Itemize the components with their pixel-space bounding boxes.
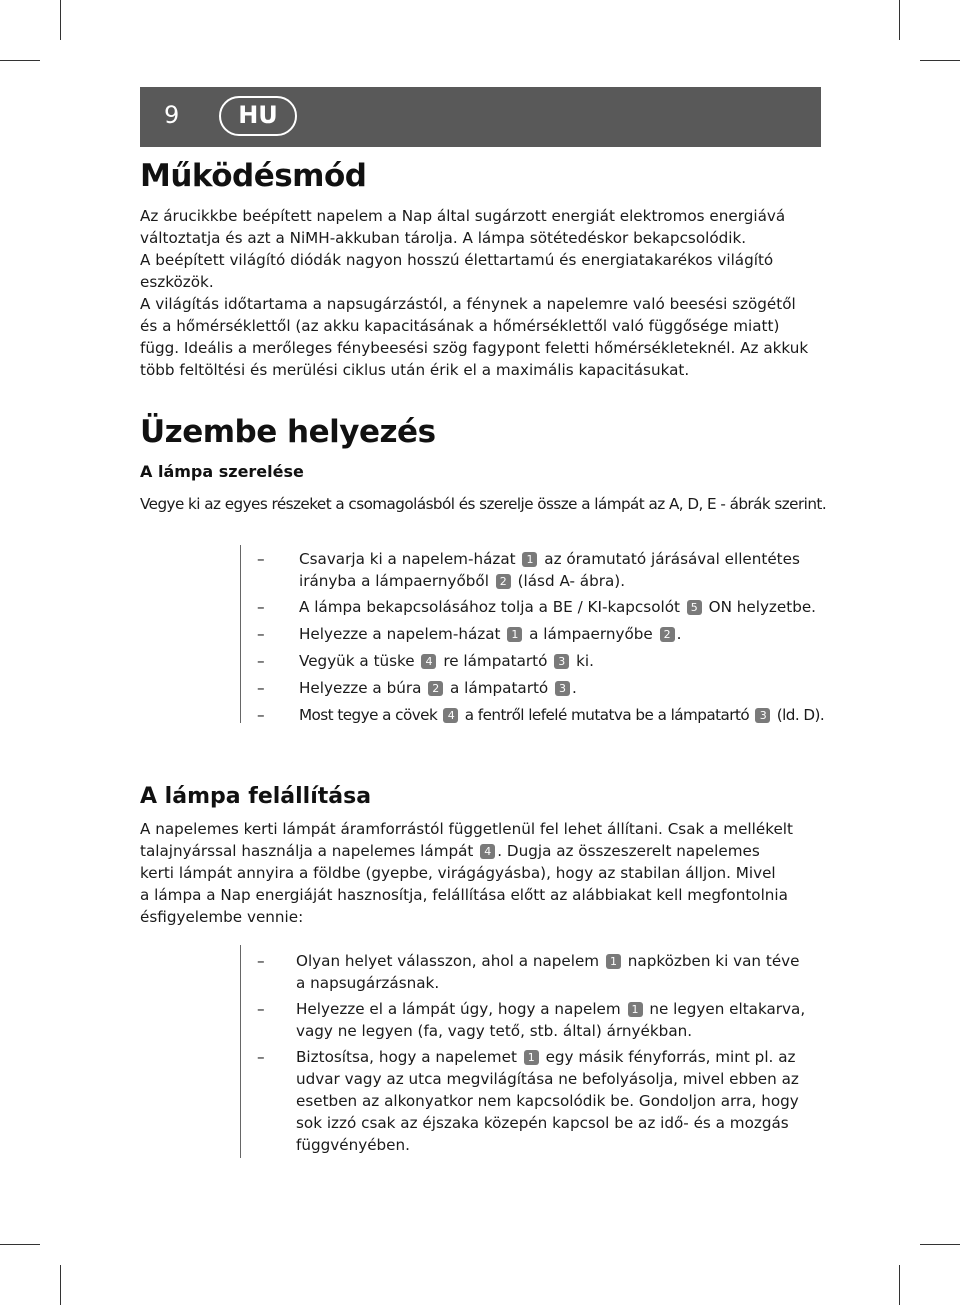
text-line: Vegye ki az egyes részeket a csomagolásból és szerelje össze a lámpát az A, D, E - ábrák szerint.: [140, 495, 827, 513]
part-number-badge: 5: [687, 600, 702, 615]
placement-paragraph: [140, 818, 830, 928]
part-number-badge: 1: [628, 1002, 643, 1017]
section-title-lampa-felallitasa: A lámpa felállítása: [140, 784, 372, 809]
dash: –: [257, 625, 265, 643]
part-number-badge: 4: [443, 708, 458, 723]
crop-mark-bottom-left-h: [0, 1244, 40, 1245]
part-number-badge: 1: [524, 1050, 539, 1065]
text-line: változtatja és azt a NiMH-akkuban tárolja. A lámpa sötétedéskor bekapcsolódik.: [140, 229, 747, 247]
text-line: függ. Ideális a merőleges fénybeesési szög fagypont feletti hőmérsékleteknél. Az akkuk: [140, 339, 809, 357]
text-line: eszközök.: [140, 273, 214, 291]
text-line: és a hőmérséklettől (az akku kapacitásának a hőmérséklettől való függősége miatt): [140, 317, 780, 335]
part-number-badge: 3: [555, 681, 570, 696]
text-line: A beépített világító diódák nagyon hosszú élettartamú és energiatakarékos világító: [140, 251, 774, 269]
language-badge: HU: [219, 96, 297, 136]
part-number-badge: 3: [755, 708, 770, 723]
crop-mark-top-left-v: [60, 0, 61, 40]
section-title-mukodesmod: Működésmód: [140, 158, 367, 194]
text-line: Az árucikkbe beépített napelem a Nap által sugárzott energiát elektromos energiává: [140, 207, 786, 225]
dash: –: [257, 652, 265, 670]
list-rule: [240, 945, 241, 1158]
crop-mark-bottom-left-v: [60, 1265, 61, 1305]
part-number-badge: 4: [480, 844, 495, 859]
list-rule: [240, 545, 241, 723]
subsection-title-lampa-szerelese: A lámpa szerelése: [140, 462, 304, 481]
part-number-badge: 2: [660, 627, 675, 642]
page-header-bar: [140, 87, 821, 147]
text-line: ésfigyelembe vennie:: [140, 908, 304, 926]
text-line: A világítás időtartama a napsugárzástól, a fénynek a napelemre való beesési szögétől: [140, 295, 796, 313]
assembly-intro: [140, 493, 830, 515]
part-number-badge: 1: [507, 627, 522, 642]
text-line: kerti lámpát annyira a földbe (gyepbe, virágágyásba), hogy az stabilan álljon. Mivel: [140, 864, 776, 882]
crop-mark-bottom-right-v: [899, 1265, 900, 1305]
text-line: A napelemes kerti lámpát áramforrástól függetlenül fel lehet állítani. Csak a mellékelt: [140, 820, 793, 838]
text-line: talajnyárssal használja a napelemes lámpát 4 . Dugja az összeszerelt napelemes: [140, 842, 760, 860]
crop-mark-top-left-h: [0, 60, 40, 61]
dash: –: [257, 598, 265, 616]
dash: –: [257, 1048, 265, 1066]
part-number-badge: 3: [554, 654, 569, 669]
crop-mark-bottom-right-h: [920, 1244, 960, 1245]
dash: –: [257, 550, 265, 568]
dash: –: [257, 679, 265, 697]
dash: –: [257, 1000, 265, 1018]
dash: –: [257, 952, 265, 970]
part-number-badge: 2: [496, 574, 511, 589]
part-number-badge: 1: [606, 954, 621, 969]
part-number-badge: 1: [522, 552, 537, 567]
part-number-badge: 2: [428, 681, 443, 696]
part-number-badge: 4: [421, 654, 436, 669]
dash: –: [257, 706, 265, 724]
text-line: a lámpa a Nap energiáját hasznosítja, felállítása előtt az alábbiakat kell megfontolnia: [140, 886, 788, 904]
text-line: több feltöltési és merülési ciklus után érik el a maximális kapacitásukat.: [140, 361, 690, 379]
crop-mark-top-right-h: [920, 60, 960, 61]
crop-mark-top-right-v: [899, 0, 900, 40]
description-paragraph: [140, 205, 830, 381]
section-title-uzembe-helyezes: Üzembe helyezés: [140, 414, 436, 450]
page-number: 9: [164, 101, 180, 129]
